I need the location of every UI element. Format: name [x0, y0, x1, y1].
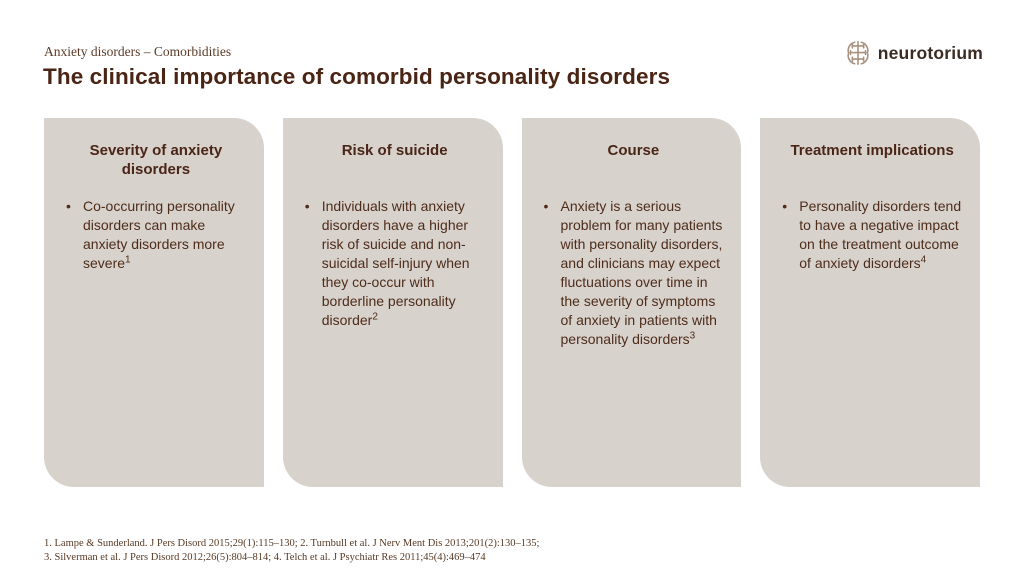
logo-wordmark: neurotorium [877, 42, 983, 63]
card-body [66, 197, 246, 273]
reference-mark: 2 [372, 311, 378, 323]
logo [843, 38, 983, 68]
card-header: Treatment implications [790, 142, 954, 159]
card-severity [44, 118, 264, 487]
brain-icon [843, 38, 873, 68]
card-header: Course [607, 142, 660, 159]
bullet-item [544, 197, 724, 349]
card-body [544, 197, 724, 349]
card-header: Risk of suicide [341, 142, 448, 159]
bullet-text: Anxiety is a serious problem for many patients with personality disorders, and clinicians may expect fluctuations over time in the severity of symptoms of anxiety in patients with personality disorders [560, 198, 723, 347]
reference-mark: 4 [920, 254, 927, 266]
bullet-text: Co-occurring personality disorders can make anxiety disorders more severe [83, 198, 235, 271]
bullet-text: Individuals with anxiety disorders have a higher risk of suicide and non-suicidal self-injury when they co-occur with borderline personality disorder [321, 198, 470, 328]
bullet-item [305, 197, 485, 330]
page-title: The clinical importance of comorbid personality disorders [43, 64, 671, 89]
bullet-text: Personality disorders tend to have a negative impact on the treatment outcome of anxiety disorders [799, 198, 962, 271]
bullet-item [66, 197, 246, 273]
references [44, 537, 539, 565]
card-body [305, 197, 485, 330]
bullet-item [782, 197, 962, 273]
reference-mark: 3 [689, 330, 696, 342]
reference-mark: 1 [125, 254, 131, 266]
card-treatment [760, 118, 980, 487]
reference-line: 1. Lampe & Sunderland. J Pers Disord 2015;29(1):115–130; 2. Turnbull et al. J Nerv Ment Dis 2013;201(2):130–135; [44, 538, 540, 549]
reference-line: 3. Silverman et al. J Pers Disord 2012;26(5):804–814; 4. Telch et al. J Psychiatr Res 2011;45(4):469–474 [44, 552, 486, 563]
card-course [522, 118, 742, 487]
cards-row [44, 118, 980, 487]
card-body [782, 197, 962, 273]
card-suicide-risk [283, 118, 503, 487]
breadcrumb: Anxiety disorders – Comorbidities [44, 44, 232, 59]
card-header: Severity of anxiety disorders [89, 142, 223, 178]
